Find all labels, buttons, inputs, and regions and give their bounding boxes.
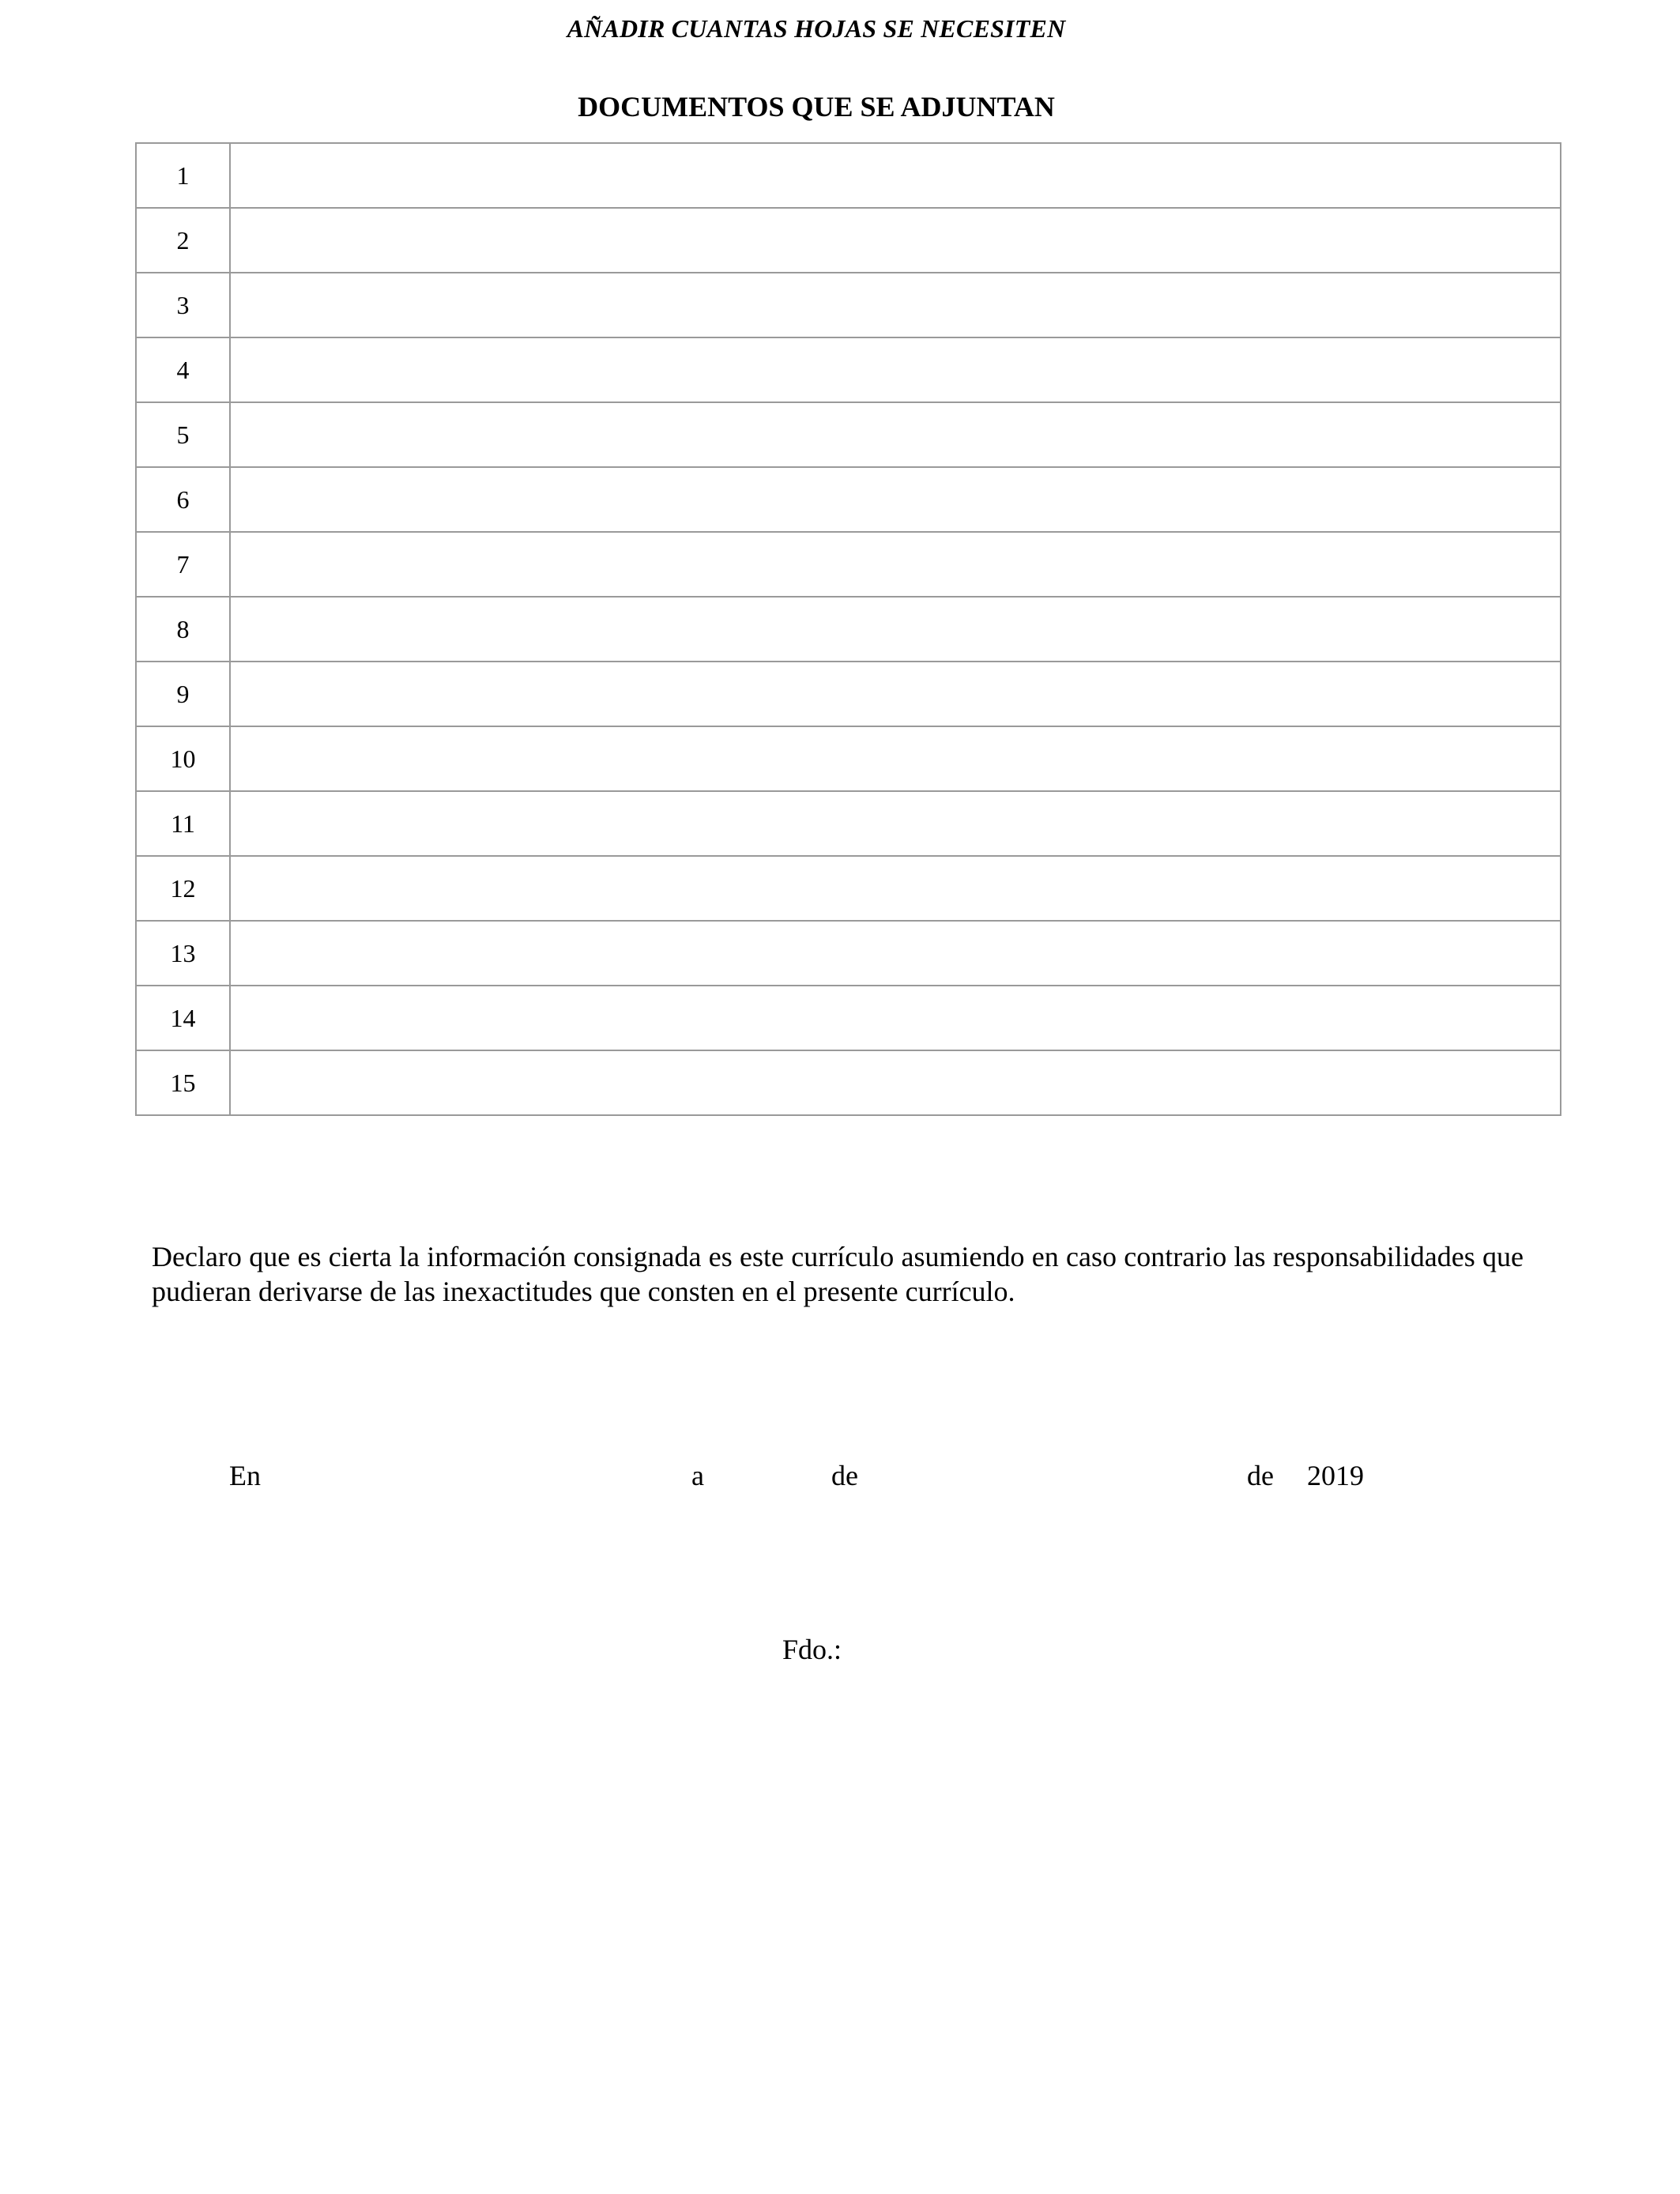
document-description-cell[interactable] [230,532,1561,597]
row-number: 10 [136,726,230,791]
document-description-cell[interactable] [230,337,1561,402]
row-number: 3 [136,273,230,337]
document-description-cell[interactable] [230,1050,1561,1115]
document-description-cell[interactable] [230,402,1561,467]
document-description-cell[interactable] [230,986,1561,1050]
row-number: 2 [136,208,230,273]
table-row [136,597,1561,662]
row-number: 15 [136,1050,230,1115]
row-number: 7 [136,532,230,597]
table-row [136,402,1561,467]
document-description-cell[interactable] [230,273,1561,337]
document-description-cell[interactable] [230,726,1561,791]
table-row [136,856,1561,921]
table-row [136,143,1561,208]
table-row [136,273,1561,337]
row-number: 9 [136,662,230,726]
document-description-cell[interactable] [230,662,1561,726]
month-label: de [831,1460,858,1491]
row-number: 13 [136,921,230,986]
row-number: 8 [136,597,230,662]
row-number: 4 [136,337,230,402]
table-row [136,532,1561,597]
table-row [136,726,1561,791]
row-number: 6 [136,467,230,532]
document-description-cell[interactable] [230,856,1561,921]
top-note: AÑADIR CUANTAS HOJAS SE NECESITEN [567,14,1066,43]
table-row [136,921,1561,986]
table-row [136,1050,1561,1115]
document-description-cell[interactable] [230,143,1561,208]
signature-label: Fdo.: [782,1634,842,1665]
document-description-cell[interactable] [230,467,1561,532]
declaration-text: Declaro que es cierta la información consignada es este currículo asumiendo en caso contrario las responsabilidades que pudieran derivarse de las inexactitudes que consten en el presente currículo. [152,1241,1524,1307]
table-row [136,467,1561,532]
document-description-cell[interactable] [230,597,1561,662]
place-label: En [229,1460,261,1491]
year-label: de [1247,1460,1274,1491]
document-description-cell[interactable] [230,208,1561,273]
table-row [136,986,1561,1050]
table-row [136,791,1561,856]
table-row [136,208,1561,273]
table-row [136,662,1561,726]
page-title: DOCUMENTOS QUE SE ADJUNTAN [578,91,1055,123]
documents-table [135,142,1561,1116]
row-number: 5 [136,402,230,467]
day-label: a [691,1460,704,1491]
document-description-cell[interactable] [230,791,1561,856]
document-description-cell[interactable] [230,921,1561,986]
row-number: 11 [136,791,230,856]
table-row [136,337,1561,402]
row-number: 14 [136,986,230,1050]
row-number: 1 [136,143,230,208]
year-value: 2019 [1307,1460,1364,1491]
row-number: 12 [136,856,230,921]
